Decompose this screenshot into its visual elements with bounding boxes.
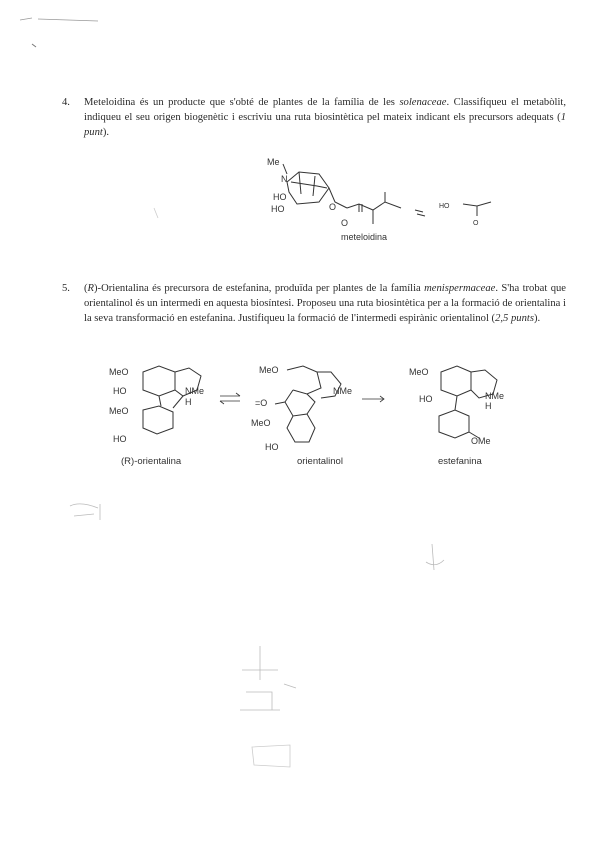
svg-text:O: O [473, 220, 479, 227]
estefanina-structure [405, 362, 515, 457]
svg-text:MeO: MeO [251, 418, 271, 428]
question-number: 4. [62, 97, 70, 108]
reaction-arrow [360, 394, 388, 404]
question-4 [62, 95, 566, 140]
scan-mark [18, 14, 108, 54]
svg-text:HO: HO [439, 203, 450, 210]
question-number: 5. [62, 283, 70, 294]
estefanina-label: estefanina [438, 456, 482, 467]
handwritten-scribble [246, 735, 306, 775]
orientalinol-label: orientalinol [297, 456, 343, 467]
svg-text:NMe: NMe [485, 391, 505, 401]
orientalina-label: (R)-orientalina [121, 456, 182, 467]
svg-text:=O: =O [255, 398, 268, 408]
svg-text:HO: HO [273, 192, 287, 202]
svg-text:O: O [341, 218, 349, 228]
question-5 [62, 281, 566, 326]
svg-text:H: H [485, 401, 492, 411]
svg-text:HO: HO [113, 386, 127, 396]
meteloidina-structure [255, 152, 575, 247]
orientalinol-structure [245, 362, 355, 462]
svg-text:NMe: NMe [333, 386, 353, 396]
question-text: Meteloidina és un producte que s'obté de plantes de la família de les solenaceae. Classifiqueu el metabòlit, indiqueu el seu origen biogenètic i escriviu una ruta biosintètica pel mateix indicant els precursors adequats (1 punt). [84, 97, 566, 138]
handwritten-scribble [64, 498, 114, 528]
svg-text:H: H [185, 397, 192, 407]
handwritten-scribble [220, 640, 310, 730]
svg-text:MeO: MeO [259, 365, 279, 375]
orientalina-structure [105, 362, 215, 457]
svg-text:NMe: NMe [185, 386, 205, 396]
handwritten-scribble [150, 204, 170, 224]
svg-text:MeO: MeO [109, 367, 129, 377]
svg-text:N: N [281, 174, 288, 184]
svg-text:O: O [329, 202, 337, 212]
molecule-label: meteloidina [341, 232, 388, 242]
svg-text:HO: HO [419, 394, 433, 404]
svg-text:MeO: MeO [109, 406, 129, 416]
svg-text:OMe: OMe [471, 436, 491, 446]
svg-text:HO: HO [113, 434, 127, 444]
equilibrium-arrow [218, 392, 244, 406]
svg-text:HO: HO [265, 442, 279, 452]
svg-text:Me: Me [267, 157, 280, 167]
question-text: (R)-Orientalina és precursora de estefanina, produïda per plantes de la família menispermaceae. S'ha trobat que orientalinol és un intermedi en aquesta biosíntesi. Proposeu una ruta biosintètica per a la formació de orientalina i la seva transformació en estefanina. Justifiqueu la formació de l'intermedi espirànic orientalinol (2,5 punts). [84, 283, 566, 324]
svg-text:HO: HO [271, 204, 285, 214]
svg-text:MeO: MeO [409, 367, 429, 377]
handwritten-scribble [420, 540, 450, 580]
